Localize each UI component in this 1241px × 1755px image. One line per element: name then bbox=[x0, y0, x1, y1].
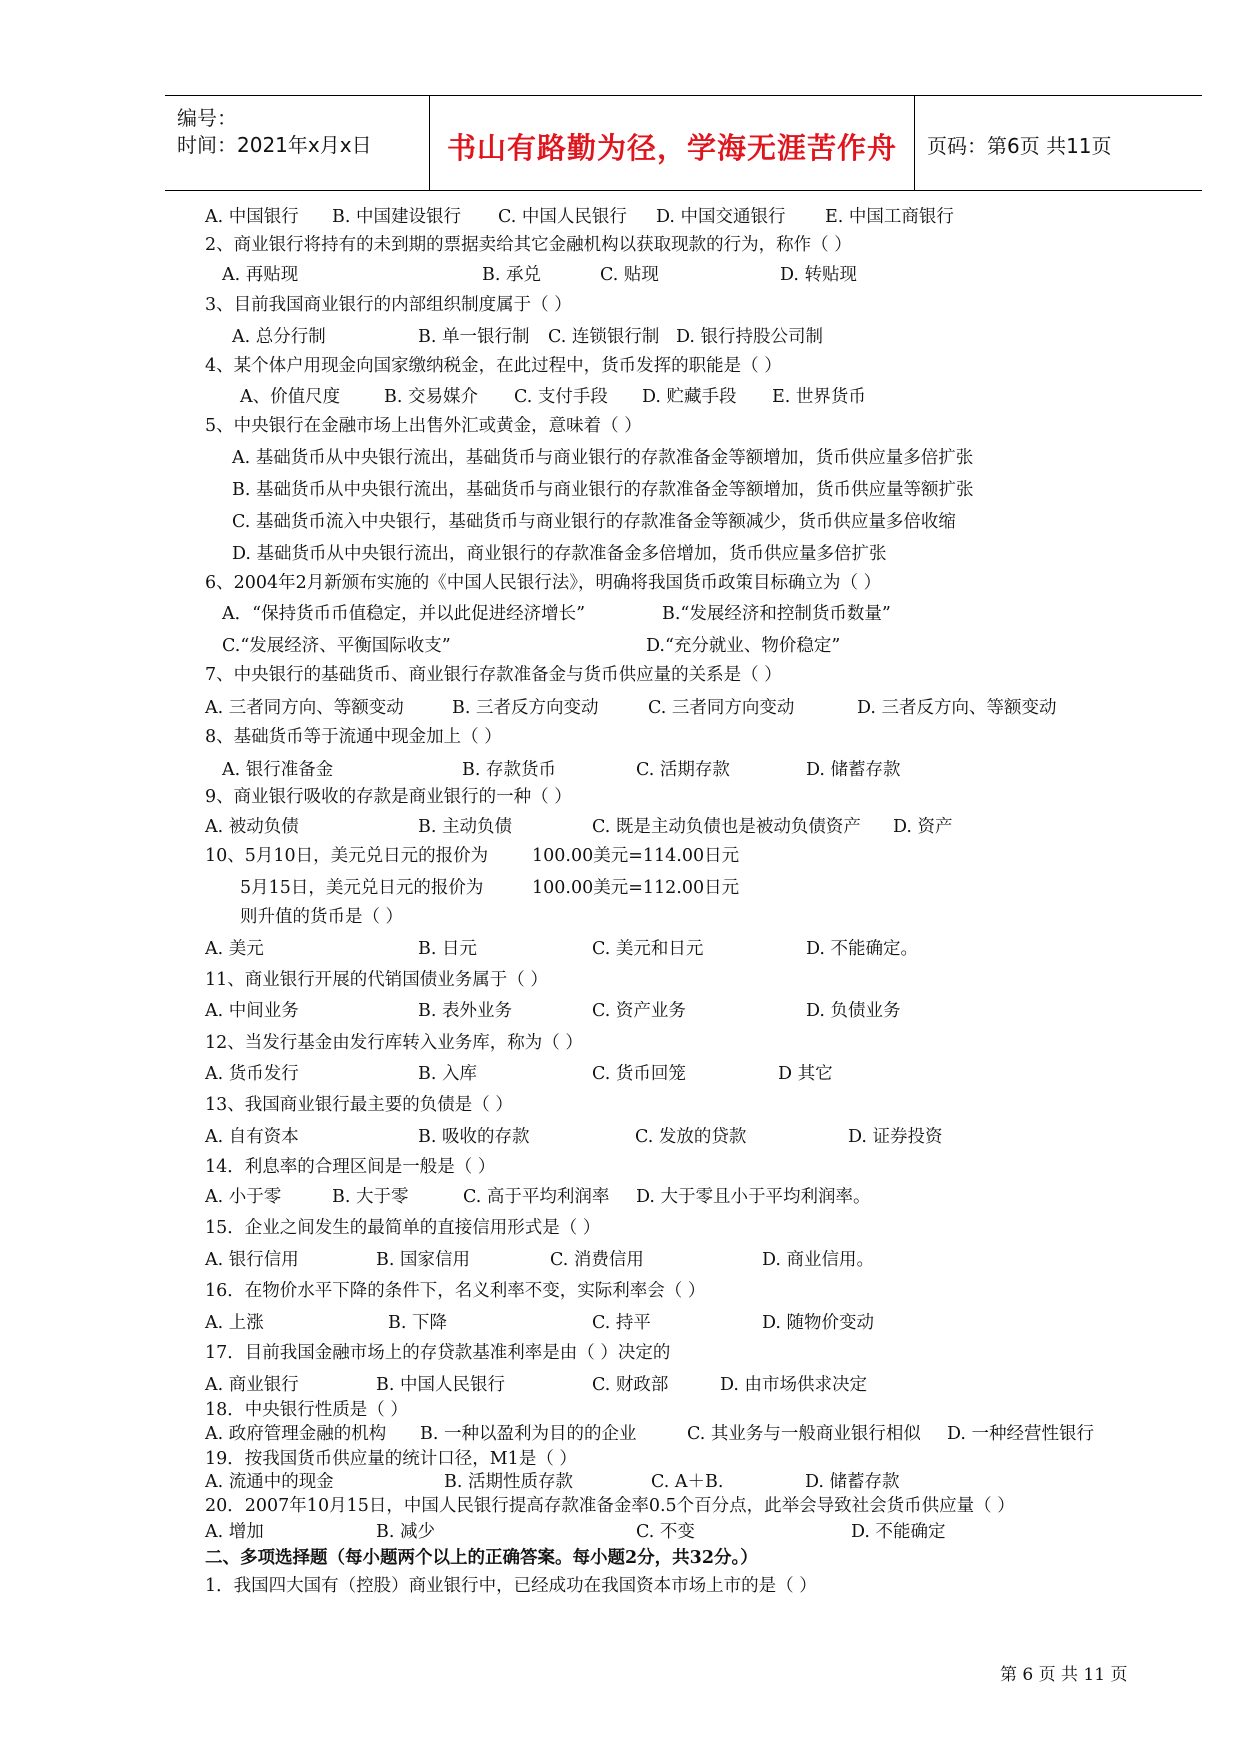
option-text: C. 资产业务 bbox=[592, 1001, 686, 1021]
option-text: A. 小于零 bbox=[205, 1187, 282, 1207]
option-text: C. 活期存款 bbox=[636, 760, 730, 780]
option-text: 100.00美元=114.00日元 bbox=[532, 846, 740, 866]
text-line bbox=[0, 1423, 1241, 1445]
option-text: D. 银行持股公司制 bbox=[676, 327, 824, 347]
question-text: 11、商业银行开展的代销国债业务属于（ ） bbox=[205, 970, 548, 990]
question-text: C. 基础货币流入中央银行，基础货币与商业银行的存款准备金等额减少，货币供应量多倍收缩 bbox=[232, 512, 956, 532]
question-text: 12、当发行基金由发行库转入业务库，称为（ ） bbox=[205, 1033, 583, 1053]
option-text: A. 银行准备金 bbox=[222, 760, 334, 780]
text-line bbox=[0, 1471, 1241, 1493]
text-line bbox=[0, 1521, 1241, 1543]
option-text: A. 增加 bbox=[205, 1522, 264, 1542]
option-text: C. 三者同方向变动 bbox=[648, 698, 795, 718]
question-text: 4、某个体户用现金向国家缴纳税金，在此过程中，货币发挥的职能是（ ） bbox=[205, 356, 782, 376]
question-text: 则升值的货币是（ ） bbox=[240, 907, 404, 927]
question-text: 7、中央银行的基础货币、商业银行存款准备金与货币供应量的关系是（ ） bbox=[205, 665, 782, 685]
option-text: A. 总分行制 bbox=[232, 327, 326, 347]
option-text: C. 高于平均利润率 bbox=[463, 1187, 610, 1207]
text-line bbox=[0, 906, 1241, 928]
question-text: 9、商业银行吸收的存款是商业银行的一种（ ） bbox=[205, 787, 572, 807]
option-text: B. 单一银行制 bbox=[418, 327, 530, 347]
question-text: 1．我国四大国有（控股）商业银行中，已经成功在我国资本市场上市的是（ ） bbox=[205, 1576, 817, 1596]
text-line bbox=[0, 326, 1241, 348]
option-text: A. 流通中的现金 bbox=[205, 1472, 334, 1492]
text-line bbox=[0, 1280, 1241, 1302]
option-text: B.“发展经济和控制货币数量” bbox=[662, 604, 891, 624]
option-text: B. 中国建设银行 bbox=[332, 207, 461, 227]
option-text: B. 大于零 bbox=[332, 1187, 409, 1207]
option-text: C. 消费信用 bbox=[550, 1250, 644, 1270]
option-text: D. 由市场供求决定 bbox=[720, 1375, 868, 1395]
header-left-cell bbox=[165, 96, 427, 190]
question-text: D. 基础货币从中央银行流出，商业银行的存款准备金多倍增加，货币供应量多倍扩张 bbox=[232, 544, 887, 564]
text-line bbox=[0, 479, 1241, 501]
text-line bbox=[0, 969, 1241, 991]
option-text: B. 中国人民银行 bbox=[376, 1375, 505, 1395]
question-text: 14．利息率的合理区间是一般是（ ） bbox=[205, 1157, 496, 1177]
option-text: A. 被动负债 bbox=[205, 817, 299, 837]
text-line bbox=[0, 1399, 1241, 1421]
option-text: D.“充分就业、物价稳定” bbox=[646, 636, 841, 656]
text-line bbox=[0, 603, 1241, 625]
option-text: A. 上涨 bbox=[205, 1313, 264, 1333]
text-line bbox=[0, 664, 1241, 686]
question-text: 15．企业之间发生的最简单的直接信用形式是（ ） bbox=[205, 1218, 601, 1238]
option-text: B. 主动负债 bbox=[418, 817, 512, 837]
text-line bbox=[0, 572, 1241, 594]
option-text: B. 交易媒介 bbox=[384, 387, 478, 407]
option-text: D. 资产 bbox=[893, 817, 953, 837]
option-text: D. 负债业务 bbox=[806, 1001, 901, 1021]
text-line bbox=[0, 1448, 1241, 1470]
text-line bbox=[0, 294, 1241, 316]
option-text: B. 吸收的存款 bbox=[418, 1127, 530, 1147]
text-line bbox=[0, 938, 1241, 960]
question-text: 19．按我国货币供应量的统计口径，M1是（ ） bbox=[205, 1449, 577, 1469]
option-text: B. 存款货币 bbox=[462, 760, 556, 780]
option-text: A. 中间业务 bbox=[205, 1001, 299, 1021]
option-text: C. 既是主动负债也是被动负债资产 bbox=[592, 817, 861, 837]
text-line bbox=[0, 816, 1241, 838]
option-text: B. 减少 bbox=[376, 1522, 435, 1542]
text-line bbox=[0, 1156, 1241, 1178]
option-text: 10、5月10日，美元兑日元的报价为 bbox=[205, 846, 489, 866]
text-line bbox=[0, 1374, 1241, 1396]
text-line bbox=[0, 845, 1241, 867]
text-line bbox=[0, 877, 1241, 899]
text-line bbox=[0, 264, 1241, 286]
option-text: C. 中国人民银行 bbox=[498, 207, 627, 227]
serial-label: 编号： bbox=[177, 106, 237, 130]
text-line bbox=[0, 1342, 1241, 1364]
text-line bbox=[0, 415, 1241, 437]
text-line bbox=[0, 1063, 1241, 1085]
option-text: D. 三者反方向、等额变动 bbox=[857, 698, 1057, 718]
question-text: 2、商业银行将持有的未到期的票据卖给其它金融机构以获取现款的行为，称作（ ） bbox=[205, 235, 852, 255]
text-line bbox=[0, 1094, 1241, 1116]
option-text: A. 中国银行 bbox=[205, 207, 299, 227]
option-text: C. 持平 bbox=[592, 1313, 651, 1333]
option-text: E. 世界货币 bbox=[772, 387, 866, 407]
text-line bbox=[0, 1032, 1241, 1054]
page-label: 页码：第6页 共11页 bbox=[927, 134, 1112, 158]
text-line bbox=[0, 1575, 1241, 1597]
motto: 书山有路勤为径，学海无涯苦作舟 bbox=[446, 131, 897, 165]
question-text: 3、目前我国商业银行的内部组织制度属于（ ） bbox=[205, 295, 572, 315]
text-line bbox=[0, 355, 1241, 377]
text-line bbox=[0, 1186, 1241, 1208]
option-text: C. 发放的贷款 bbox=[635, 1127, 747, 1147]
option-text: A. 自有资本 bbox=[205, 1127, 299, 1147]
option-text: D. 商业信用。 bbox=[762, 1250, 875, 1270]
time-label: 时间：2021年x月x日 bbox=[177, 133, 372, 157]
text-line bbox=[0, 447, 1241, 469]
option-text: D. 储蓄存款 bbox=[806, 760, 901, 780]
option-text: A. 商业银行 bbox=[205, 1375, 299, 1395]
question-text: 20．2007年10月15日，中国人民银行提高存款准备金率0.5个百分点，此举会导致社会货币供应量（ ） bbox=[205, 1496, 1015, 1516]
option-text: D. 随物价变动 bbox=[762, 1313, 875, 1333]
option-text: E. 中国工商银行 bbox=[825, 207, 954, 227]
text-line bbox=[0, 234, 1241, 256]
question-text: 8、基础货币等于流通中现金加上（ ） bbox=[205, 727, 502, 747]
question-text: 17．目前我国金融市场上的存贷款基准利率是由（ ）决定的 bbox=[205, 1343, 671, 1363]
option-text: C. A＋B. bbox=[651, 1472, 724, 1492]
text-line bbox=[0, 511, 1241, 533]
option-text: A. 政府管理金融的机构 bbox=[205, 1424, 387, 1444]
option-text: D. 一种经营性银行 bbox=[947, 1424, 1095, 1444]
option-text: D. 储蓄存款 bbox=[805, 1472, 900, 1492]
option-text: B. 国家信用 bbox=[376, 1250, 470, 1270]
question-text: B. 基础货币从中央银行流出，基础货币与商业银行的存款准备金等额增加，货币供应量等额扩张 bbox=[232, 480, 974, 500]
option-text: C. 货币回笼 bbox=[592, 1064, 686, 1084]
option-text: D. 证券投资 bbox=[848, 1127, 943, 1147]
text-line bbox=[0, 635, 1241, 657]
option-text: D. 不能确定。 bbox=[806, 939, 919, 959]
text-line bbox=[0, 1000, 1241, 1022]
text-line bbox=[0, 697, 1241, 719]
question-text: 6、2004年2月新颁布实施的《中国人民银行法》，明确将我国货币政策目标确立为（ ） bbox=[205, 573, 882, 593]
option-text: 5月15日，美元兑日元的报价为 bbox=[240, 878, 484, 898]
text-line bbox=[0, 1249, 1241, 1271]
option-text: A. 三者同方向、等额变动 bbox=[205, 698, 404, 718]
header-motto-cell bbox=[429, 96, 915, 190]
option-text: C. 财政部 bbox=[592, 1375, 669, 1395]
page-footer: 第 6 页 共 11 页 bbox=[1000, 1665, 1128, 1685]
option-text: A、价值尺度 bbox=[240, 387, 341, 407]
option-text: B. 活期性质存款 bbox=[444, 1472, 573, 1492]
text-line bbox=[0, 1547, 1241, 1569]
header-page-cell bbox=[915, 96, 1202, 190]
option-text: D. 大于零且小于平均利润率。 bbox=[636, 1187, 871, 1207]
option-text: B. 承兑 bbox=[482, 265, 541, 285]
option-text: A. 美元 bbox=[205, 939, 264, 959]
option-text: A. 银行信用 bbox=[205, 1250, 299, 1270]
option-text: D. 转贴现 bbox=[780, 265, 858, 285]
option-text: C. 支付手段 bbox=[514, 387, 608, 407]
text-line bbox=[0, 543, 1241, 565]
question-text: 5、中央银行在金融市场上出售外汇或黄金，意味着（ ） bbox=[205, 416, 642, 436]
text-line bbox=[0, 1495, 1241, 1517]
text-line bbox=[0, 726, 1241, 748]
option-text: C. 不变 bbox=[636, 1522, 695, 1542]
option-text: B. 日元 bbox=[418, 939, 477, 959]
option-text: D 其它 bbox=[778, 1064, 833, 1084]
option-text: C. 连锁银行制 bbox=[548, 327, 660, 347]
text-line bbox=[0, 759, 1241, 781]
question-text: 16．在物价水平下降的条件下，名义利率不变，实际利率会（ ） bbox=[205, 1281, 706, 1301]
question-text: 18．中央银行性质是（ ） bbox=[205, 1400, 408, 1420]
option-text: A．“保持货币币值稳定，并以此促进经济增长” bbox=[222, 604, 586, 624]
text-line bbox=[0, 386, 1241, 408]
option-text: B. 一种以盈利为目的的企业 bbox=[420, 1424, 637, 1444]
option-text: A. 货币发行 bbox=[205, 1064, 299, 1084]
option-text: C.“发展经济、平衡国际收支” bbox=[222, 636, 451, 656]
option-text: A. 再贴现 bbox=[222, 265, 299, 285]
text-line bbox=[0, 1312, 1241, 1334]
text-line bbox=[0, 1126, 1241, 1148]
question-text: 13、我国商业银行最主要的负债是（ ） bbox=[205, 1095, 513, 1115]
option-text: B. 下降 bbox=[388, 1313, 447, 1333]
text-line bbox=[0, 206, 1241, 228]
option-text: D. 不能确定 bbox=[851, 1522, 946, 1542]
option-text: C. 贴现 bbox=[600, 265, 659, 285]
question-text: A. 基础货币从中央银行流出，基础货币与商业银行的存款准备金等额增加，货币供应量多倍扩张 bbox=[232, 448, 974, 468]
question-text: 二、多项选择题（每小题两个以上的正确答案。每小题2分，共32分。） bbox=[205, 1548, 758, 1568]
document-header bbox=[165, 95, 1202, 191]
option-text: B. 三者反方向变动 bbox=[452, 698, 599, 718]
option-text: D. 贮藏手段 bbox=[642, 387, 737, 407]
text-line bbox=[0, 1217, 1241, 1239]
option-text: D. 中国交通银行 bbox=[656, 207, 786, 227]
option-text: B. 表外业务 bbox=[418, 1001, 512, 1021]
text-line bbox=[0, 786, 1241, 808]
option-text: 100.00美元=112.00日元 bbox=[532, 878, 740, 898]
option-text: C. 美元和日元 bbox=[592, 939, 704, 959]
option-text: C. 其业务与一般商业银行相似 bbox=[687, 1424, 921, 1444]
option-text: B. 入库 bbox=[418, 1064, 477, 1084]
